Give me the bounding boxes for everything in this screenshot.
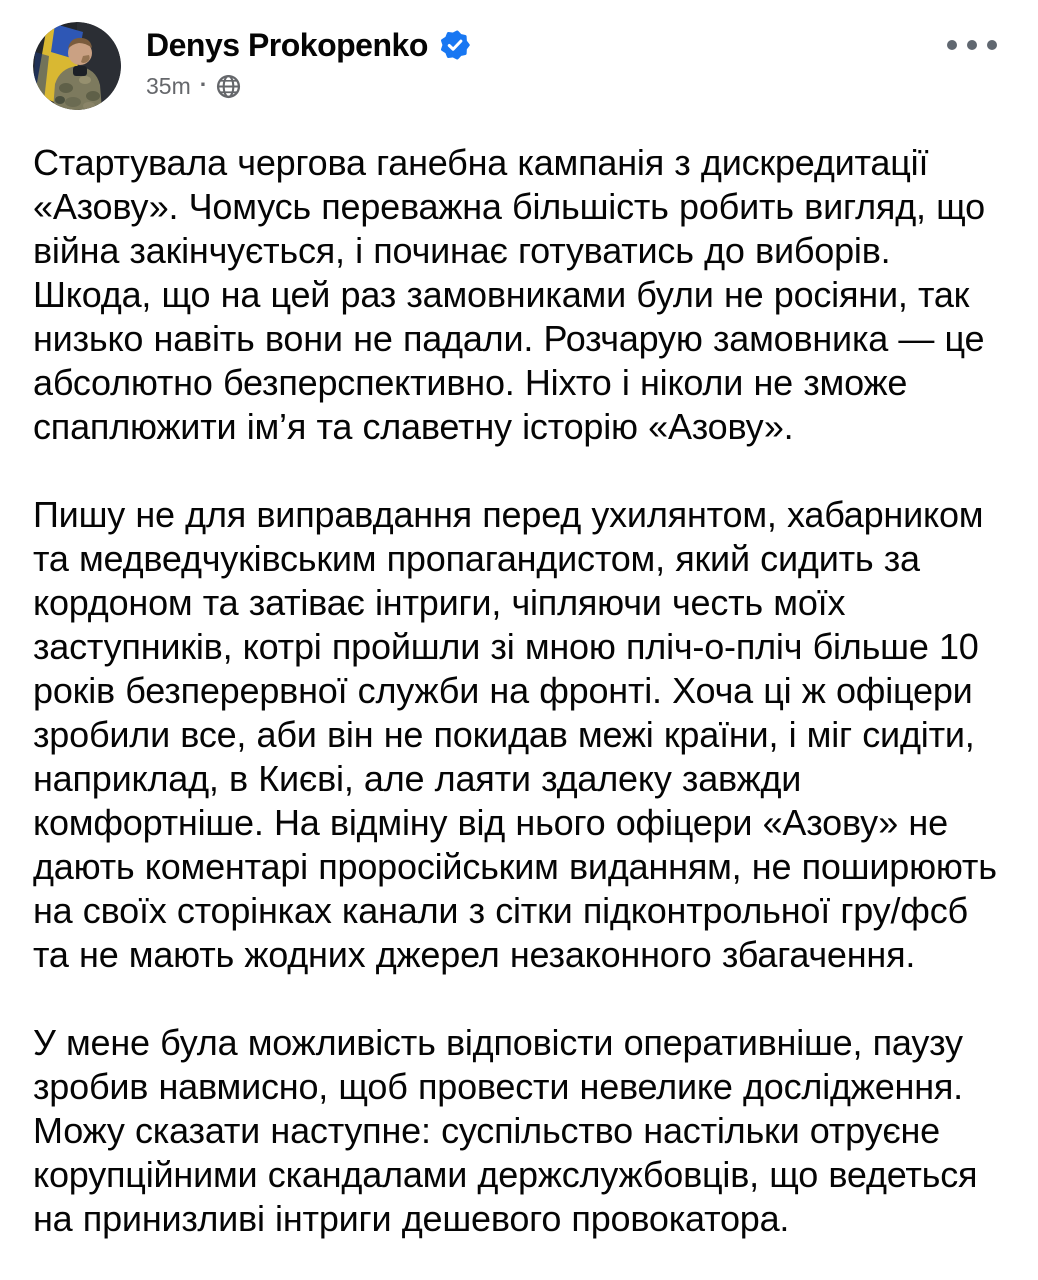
post-meta bbox=[146, 71, 470, 99]
profile-photo bbox=[33, 22, 121, 110]
globe-icon bbox=[216, 74, 241, 99]
post-header bbox=[0, 0, 1038, 110]
meta-separator: · bbox=[199, 71, 208, 97]
post-paragraph: У мене була можливість відповісти оперативніше, паузу зробив навмисно, щоб провести невелике дослідження. Можу сказати наступне: суспільство настільки отруєне корупційними скандалами держслужбовців, що ведеться на принизливі інтриги дешевого провокатора. bbox=[33, 1022, 978, 1239]
post-paragraph: Пишу не для виправдання перед ухилянтом, хабарником та медведчуківським пропагандистом, який сидить за кордоном та затіває інтриги, чіпляючи честь моїх заступників, котрі пройшли зі мною пліч-о-пліч більше 10 років безперервної служби на фронті. Хоча ці ж офіцери зробили все, аби він не покидав межі країни, і міг сидіти, наприклад, в Києві, але лаяти здалеку завжди комфортніше. На відміну від нього офіцери «Азову» не дають коментарі проросійським виданням, не поширюють на своїх сторінках канали з сітки підконтрольної гру/фсб та не мають жодних джерел незаконного збагачення. bbox=[33, 494, 997, 975]
post-options-button[interactable] bbox=[943, 36, 1001, 54]
avatar[interactable] bbox=[33, 22, 121, 110]
header-text bbox=[146, 22, 470, 99]
ellipsis-icon bbox=[967, 40, 977, 50]
verified-badge-icon bbox=[440, 30, 470, 60]
post-paragraph: Стартувала чергова ганебна кампанія з дискредитації «Азову». Чомусь переважна більшість робить вигляд, що війна закінчується, і починає готуватись до виборів. Шкода, що на цей раз замовниками були не росіяни, так низько навіть вони не падали. Розчарую замовника — це абсолютно безперспективно. Ніхто і ніколи не зможе спаплюжити ім’я та славетну історію «Азову». bbox=[33, 142, 985, 447]
author-name[interactable]: Denys Prokopenko bbox=[146, 26, 428, 63]
post-body bbox=[0, 110, 1038, 1241]
author-row bbox=[146, 25, 470, 65]
timestamp[interactable]: 35m bbox=[146, 73, 191, 99]
ellipsis-icon bbox=[987, 40, 997, 50]
ellipsis-icon bbox=[947, 40, 957, 50]
